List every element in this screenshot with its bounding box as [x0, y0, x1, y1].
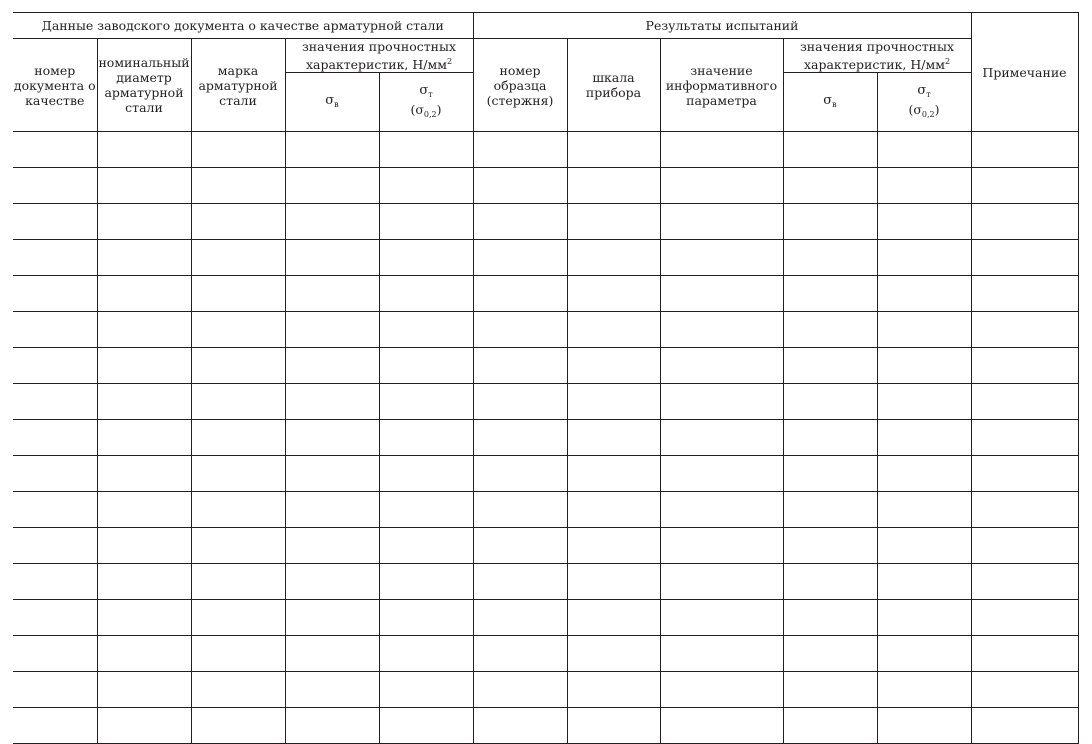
table-cell [783, 240, 877, 276]
table-cell [567, 492, 660, 528]
table-cell [379, 456, 473, 492]
table-cell [971, 672, 1078, 708]
table-cell [97, 384, 191, 420]
table-row [13, 420, 1078, 456]
table-cell [379, 168, 473, 204]
table-cell [473, 204, 567, 240]
sigma-02-close: ) [436, 102, 442, 117]
unit-power: 2 [446, 57, 453, 66]
table-cell [13, 384, 97, 420]
table-cell [379, 600, 473, 636]
table-row [13, 168, 1078, 204]
table-cell [473, 528, 567, 564]
table-row [13, 348, 1078, 384]
table-cell [191, 456, 285, 492]
table-cell [379, 276, 473, 312]
table-cell [285, 312, 379, 348]
table-cell [971, 492, 1078, 528]
table-cell [971, 312, 1078, 348]
table-cell [379, 420, 473, 456]
table-cell [97, 348, 191, 384]
table-cell [191, 492, 285, 528]
table-cell [191, 168, 285, 204]
table-cell [191, 348, 285, 384]
table-cell [567, 672, 660, 708]
table-cell [285, 276, 379, 312]
table-cell [567, 420, 660, 456]
sigma-02-subscript: 0,2 [423, 110, 437, 119]
table-cell [473, 600, 567, 636]
table-cell [285, 636, 379, 672]
table-cell [567, 636, 660, 672]
table-cell [97, 204, 191, 240]
table-cell [473, 636, 567, 672]
table-cell [660, 636, 783, 672]
table-cell [567, 312, 660, 348]
table-cell [379, 312, 473, 348]
sigma-symbol: σ [917, 83, 927, 98]
table-cell [567, 240, 660, 276]
table-cell [379, 528, 473, 564]
table-cell [379, 384, 473, 420]
table-cell [473, 672, 567, 708]
table-cell [877, 384, 971, 420]
table-cell [660, 168, 783, 204]
table-cell [567, 168, 660, 204]
table-cell [191, 708, 285, 744]
sigma-b-subscript: в [832, 100, 837, 109]
table-cell [971, 528, 1078, 564]
table-cell [473, 492, 567, 528]
table-cell [660, 312, 783, 348]
table-cell [97, 492, 191, 528]
table-cell [971, 708, 1078, 744]
table-cell [473, 276, 567, 312]
table-cell [971, 384, 1078, 420]
table-row [13, 204, 1078, 240]
table-cell [473, 312, 567, 348]
table-cell [660, 240, 783, 276]
table-cell [473, 348, 567, 384]
table-cell [97, 132, 191, 168]
table-cell [783, 636, 877, 672]
sigma-t-subscript: т [926, 90, 931, 99]
table-cell [13, 240, 97, 276]
table-cell [877, 420, 971, 456]
table-cell [379, 708, 473, 744]
table-cell [13, 312, 97, 348]
table-cell [13, 276, 97, 312]
sigma-02-open: (σ [908, 102, 922, 117]
sigma-02-close: ) [934, 102, 940, 117]
header-note: Примечание [971, 13, 1078, 132]
table-cell [660, 600, 783, 636]
table-cell [97, 240, 191, 276]
table-cell [567, 708, 660, 744]
table-cell [877, 168, 971, 204]
table-row [13, 708, 1078, 744]
table-cell [191, 564, 285, 600]
table-cell [660, 672, 783, 708]
table-cell [971, 564, 1078, 600]
group-header-factory-document: Данные заводского документа о качестве арматурной стали [13, 13, 473, 39]
table-row [13, 528, 1078, 564]
table-cell [783, 600, 877, 636]
table-cell [97, 420, 191, 456]
table-cell [473, 708, 567, 744]
header-strength-values-factory [285, 39, 473, 73]
table-cell [191, 132, 285, 168]
table-cell [13, 348, 97, 384]
table-cell [285, 348, 379, 384]
table-cell [379, 240, 473, 276]
table-cell [285, 600, 379, 636]
table-cell [783, 204, 877, 240]
table-row [13, 384, 1078, 420]
table-cell [971, 132, 1078, 168]
table-cell [473, 456, 567, 492]
table-cell [285, 168, 379, 204]
table-cell [877, 564, 971, 600]
table-cell [567, 564, 660, 600]
table-cell [783, 492, 877, 528]
table-cell [877, 312, 971, 348]
header-steel-grade: марка арматурной стали [191, 39, 285, 132]
table-cell [13, 600, 97, 636]
table-cell [971, 168, 1078, 204]
table-cell [567, 528, 660, 564]
table-cell [13, 456, 97, 492]
table-cell [971, 600, 1078, 636]
table-row [13, 492, 1078, 528]
table-cell [285, 132, 379, 168]
table-cell [660, 492, 783, 528]
table-cell [660, 384, 783, 420]
table-cell [567, 456, 660, 492]
table-row [13, 672, 1078, 708]
table-cell [971, 348, 1078, 384]
table-cell [877, 456, 971, 492]
table-cell [660, 420, 783, 456]
table-cell [877, 132, 971, 168]
table-cell [191, 636, 285, 672]
table-cell [971, 204, 1078, 240]
table-cell [13, 528, 97, 564]
table-cell [97, 276, 191, 312]
table-cell [191, 312, 285, 348]
table-cell [877, 204, 971, 240]
table-cell [660, 564, 783, 600]
table-cell [191, 528, 285, 564]
table-cell [473, 384, 567, 420]
table-cell [13, 168, 97, 204]
table-cell [285, 492, 379, 528]
table-cell [783, 168, 877, 204]
table-cell [191, 420, 285, 456]
sigma-symbol: σ [419, 83, 429, 98]
table-body [13, 132, 1078, 744]
table-row [13, 240, 1078, 276]
header-strength-values-results [783, 39, 971, 73]
sigma-02-open: (σ [410, 102, 424, 117]
table-cell [783, 672, 877, 708]
sigma-symbol: σ [823, 93, 833, 108]
table-cell [783, 132, 877, 168]
table-cell [567, 132, 660, 168]
steel-test-record-table [13, 12, 1079, 744]
table-cell [285, 456, 379, 492]
header-sigma-t-factory [379, 73, 473, 132]
table-cell [379, 204, 473, 240]
table-cell [13, 492, 97, 528]
table-cell [783, 420, 877, 456]
table-cell [660, 204, 783, 240]
sigma-t-subscript: т [428, 90, 433, 99]
table-cell [877, 528, 971, 564]
header-nominal-diameter: номинальный диаметр арматурной стали [97, 39, 191, 132]
group-header-test-results: Результаты испытаний [473, 13, 971, 39]
table-cell [783, 312, 877, 348]
table-cell [97, 672, 191, 708]
table-cell [783, 384, 877, 420]
table-cell [660, 528, 783, 564]
table-cell [285, 564, 379, 600]
table-cell [97, 600, 191, 636]
table-row [13, 276, 1078, 312]
table-cell [783, 348, 877, 384]
table-cell [191, 240, 285, 276]
table-cell [971, 276, 1078, 312]
header-doc-number: номер документа о качестве [13, 39, 97, 132]
table-cell [191, 672, 285, 708]
table-cell [660, 708, 783, 744]
table-row [13, 564, 1078, 600]
table-cell [13, 672, 97, 708]
strength-label: значения прочностных характеристик, Н/мм [799, 39, 954, 72]
table-row [13, 600, 1078, 636]
table-cell [191, 204, 285, 240]
header-device-scale: шкала прибора [567, 39, 660, 132]
table-cell [877, 672, 971, 708]
table-cell [660, 456, 783, 492]
table-cell [285, 708, 379, 744]
table-cell [97, 456, 191, 492]
table-cell [783, 708, 877, 744]
table-cell [97, 312, 191, 348]
strength-label: значения прочностных характеристик, Н/мм [301, 39, 456, 72]
table-cell [971, 636, 1078, 672]
table-cell [783, 456, 877, 492]
table-cell [13, 204, 97, 240]
table-cell [877, 600, 971, 636]
table-cell [971, 240, 1078, 276]
table-cell [13, 132, 97, 168]
table-cell [13, 564, 97, 600]
table-cell [97, 636, 191, 672]
table-cell [567, 600, 660, 636]
table-cell [567, 276, 660, 312]
table-cell [877, 492, 971, 528]
unit-power: 2 [944, 57, 951, 66]
table-cell [567, 384, 660, 420]
table-cell [285, 204, 379, 240]
header-sample-number: номер образца (стержня) [473, 39, 567, 132]
header-sigma-b-factory [285, 73, 379, 132]
table-cell [13, 708, 97, 744]
sigma-02-subscript: 0,2 [921, 110, 935, 119]
table-cell [379, 348, 473, 384]
table-cell [97, 564, 191, 600]
table-cell [473, 564, 567, 600]
table-cell [783, 528, 877, 564]
table-cell [285, 672, 379, 708]
table-cell [285, 420, 379, 456]
table-cell [877, 636, 971, 672]
table-row [13, 636, 1078, 672]
table-cell [877, 276, 971, 312]
table-cell [285, 384, 379, 420]
table-cell [191, 276, 285, 312]
table-cell [877, 240, 971, 276]
table-cell [473, 240, 567, 276]
header-sigma-b-results [783, 73, 877, 132]
sigma-b-subscript: в [334, 100, 339, 109]
table-cell [191, 384, 285, 420]
header-sigma-t-results [877, 73, 971, 132]
table-cell [473, 420, 567, 456]
table-cell [379, 132, 473, 168]
table-cell [379, 672, 473, 708]
table-cell [567, 348, 660, 384]
table-cell [660, 132, 783, 168]
table-cell [379, 636, 473, 672]
table-cell [473, 168, 567, 204]
table-cell [660, 348, 783, 384]
header-informative-parameter: значение информативного параметра [660, 39, 783, 132]
table-cell [97, 168, 191, 204]
table-cell [285, 528, 379, 564]
table-cell [191, 600, 285, 636]
table-cell [877, 348, 971, 384]
table-cell [285, 240, 379, 276]
table-cell [971, 420, 1078, 456]
table-cell [660, 276, 783, 312]
table-cell [97, 708, 191, 744]
table-cell [877, 708, 971, 744]
table-row [13, 312, 1078, 348]
table-cell [971, 456, 1078, 492]
table-cell [13, 636, 97, 672]
table-cell [379, 492, 473, 528]
sigma-symbol: σ [325, 93, 335, 108]
table-cell [567, 204, 660, 240]
table-row [13, 132, 1078, 168]
table-cell [783, 276, 877, 312]
table-cell [473, 132, 567, 168]
table-cell [783, 564, 877, 600]
table-cell [13, 420, 97, 456]
table-cell [97, 528, 191, 564]
table-row [13, 456, 1078, 492]
table-cell [379, 564, 473, 600]
